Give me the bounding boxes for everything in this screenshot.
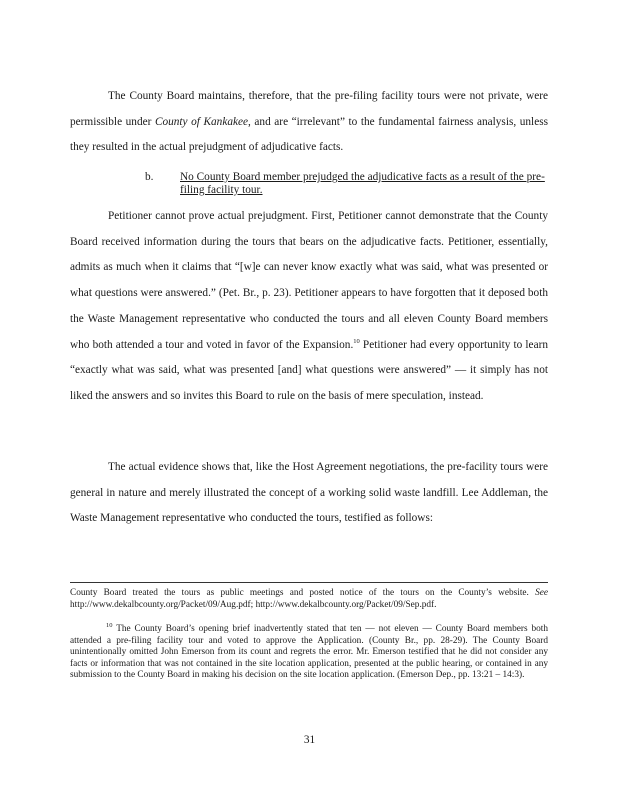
citation-signal: See: [535, 588, 548, 598]
footnote-text: http://www.dekalbcounty.org/Packet/09/Aug.pdf; http://www.dekalbcounty.org/Packet/09/Sep.pdf.: [70, 599, 437, 610]
footnote-continued: [70, 588, 548, 611]
paragraph-tours-not-private: [70, 84, 548, 161]
paragraph-actual-evidence: [70, 455, 548, 532]
footnote-separator: [70, 582, 548, 583]
section-heading-title: No County Board member prejudged the adjudicative facts as a result of the pre-filing facility tour.: [180, 171, 545, 196]
page-number: 31: [303, 734, 316, 746]
paragraph-text: The actual evidence shows that, like the Host Agreement negotiations, the pre-facility tours were general in nature and merely illustrated the concept of a working solid waste landfill. Lee Addleman, the Waste Management representative who conducted the tours, testified as follows:: [70, 461, 548, 525]
footnote-reference: 10: [353, 337, 360, 345]
paragraph-no-prejudgment: [70, 204, 548, 410]
paragraph-text: Petitioner cannot prove actual prejudgment. First, Petitioner cannot demonstrate that the County Board received information during the tours that bears on the adjudicative facts. Petitioner, essentially, admits as much when it claims that “[w]e can never know exactly what was said, what was presented or what questions were answered.” (Pet. Br., p. 23). Petitioner appears to have forgotten that it deposed both the Waste Management representative who conducted the tours and all eleven County Board members who both attended a tour and voted in favor of the Expansion.: [70, 210, 548, 351]
section-heading-letter: b.: [145, 171, 154, 183]
section-heading-text: [180, 171, 548, 197]
paragraph-text: Petitioner had every opportunity to learn “exactly what was said, what was presented [and] what questions were answered” — it simply has not liked the answers and so invites this Board to rule on the basis of mere speculation, instead.: [70, 338, 548, 402]
paragraph-text: , and are “irrelevant” to the fundamental fairness analysis, unless they resulted in the actual prejudgment of adjudicative facts.: [70, 115, 548, 154]
footnote-text: The County Board’s opening brief inadvertently stated that ten — not eleven — County Board members both attended a pre-filing facility tour and voted to approve the Application. (County Br., pp. 28-29). The County Board unintentionally omitted John Emerson from its count and regrets the error. Mr. Emerson testified that he did not consider any facts or information that was not contained in the site location application, presented at the public hearing, or contained in any submission to the County Board in making his decision on the site location application. (Emerson Dep., pp. 13:21 – 14:3).: [70, 624, 548, 681]
paragraph-text: The County Board maintains, therefore, that the pre-filing facility tours were not private, were permissible under: [70, 90, 548, 128]
footnote-text: County Board treated the tours as public meetings and posted notice of the tours on the County’s website.: [70, 588, 536, 598]
case-citation: County of Kankakee: [154, 115, 249, 128]
footnote-number: 10: [106, 621, 113, 629]
footnote-10: [70, 621, 548, 682]
